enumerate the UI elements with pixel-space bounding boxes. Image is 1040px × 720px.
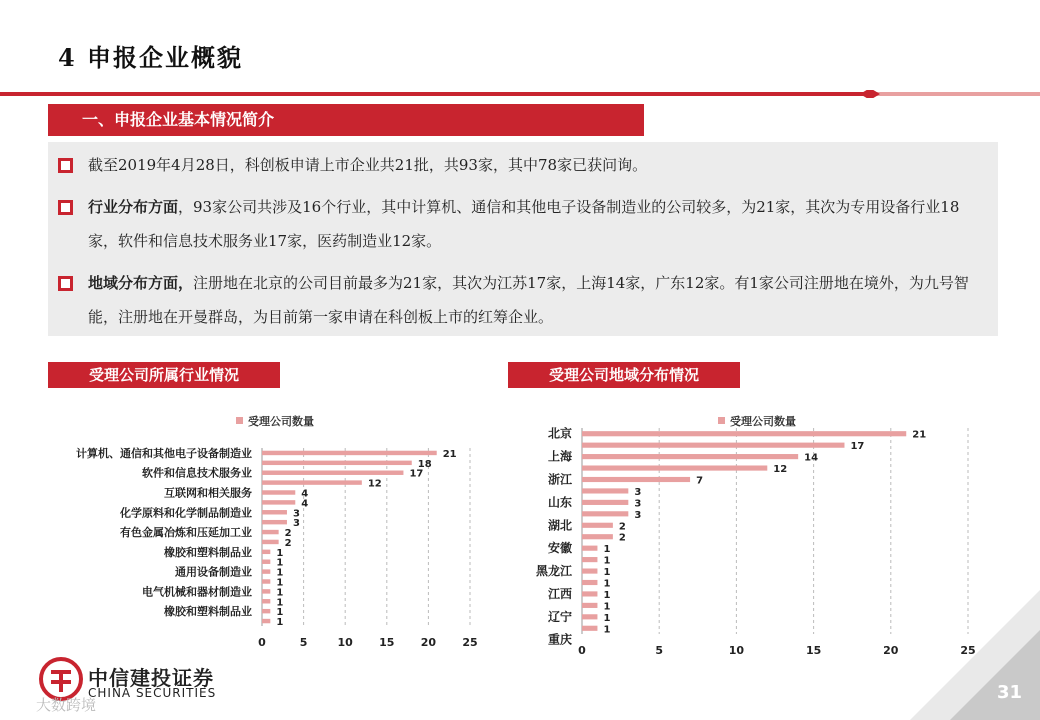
bullet-text [88, 190, 988, 258]
bar [582, 477, 690, 482]
legend-label: 受理公司数量 [248, 415, 314, 428]
data-label: 1 [603, 544, 611, 556]
category-label: 通用设备制造业 [175, 565, 252, 579]
bar [262, 530, 279, 534]
data-label: 1 [603, 589, 611, 601]
x-tick-label: 15 [379, 636, 395, 649]
bar [582, 534, 613, 539]
data-label: 1 [603, 624, 611, 636]
data-label: 18 [417, 458, 432, 470]
category-label: 橡胶和塑料制品业 [164, 545, 252, 559]
logo-english: CHINA SECURITIES [88, 686, 217, 700]
bar [582, 488, 628, 493]
data-label: 17 [850, 441, 865, 453]
category-label: 化学原料和化学制品制造业 [120, 506, 252, 520]
category-label: 互联网和相关服务 [164, 486, 252, 500]
data-label: 3 [292, 508, 300, 520]
category-label: 橡胶和塑料制品业 [164, 605, 252, 619]
data-label: 4 [301, 488, 309, 500]
category-label: 北京 [547, 426, 572, 441]
legend-swatch [236, 417, 243, 424]
data-label: 1 [276, 567, 284, 579]
bar [582, 431, 906, 436]
category-label: 黑龙江 [535, 564, 572, 579]
bullet-bold: 地域分布方面， [88, 274, 194, 292]
page-number: 31 [996, 682, 1022, 703]
bullet-square-icon [58, 158, 73, 173]
bar [582, 454, 798, 459]
bar [582, 443, 844, 448]
bar [262, 500, 295, 504]
x-tick-label: 10 [728, 644, 745, 657]
bar [582, 523, 613, 528]
category-label: 湖北 [547, 518, 572, 533]
data-label: 3 [634, 509, 642, 521]
data-label: 1 [603, 601, 611, 613]
category-label: 辽宁 [547, 609, 572, 624]
data-label: 1 [276, 597, 284, 609]
data-label: 21 [912, 429, 927, 441]
bullet-bold: 行业分布方面 [88, 198, 179, 216]
bar [262, 609, 270, 613]
data-label: 1 [603, 578, 611, 590]
bar [582, 500, 628, 505]
category-label: 安徽 [547, 541, 572, 556]
bar [262, 461, 412, 465]
bar [582, 626, 597, 631]
bar [262, 490, 295, 494]
industry-bar-chart [40, 400, 490, 660]
bar [582, 546, 597, 551]
bullet-text [88, 266, 988, 334]
x-tick-label: 25 [960, 644, 976, 657]
data-label: 21 [442, 448, 457, 460]
category-label: 计算机、通信和其他电子设备制造业 [76, 446, 252, 460]
bar [262, 599, 270, 603]
data-label: 1 [603, 555, 611, 567]
category-label: 江西 [547, 586, 572, 601]
bar [262, 619, 270, 623]
data-label: 1 [276, 587, 284, 599]
data-label: 1 [276, 607, 284, 619]
bar [262, 569, 270, 573]
bar [262, 550, 270, 554]
bar [582, 557, 597, 562]
data-label: 2 [284, 528, 292, 540]
logo-chinese: 中信建投证券 [88, 666, 214, 690]
bar [582, 591, 597, 596]
page-title: 4 申报企业概貌 [58, 43, 244, 72]
x-tick-label: 20 [420, 636, 437, 649]
section-heading: 一、申报企业基本情况简介 [48, 104, 644, 136]
x-tick-label: 25 [462, 636, 478, 649]
bullet-square-icon [58, 200, 73, 215]
bar [582, 614, 597, 619]
category-label: 山东 [547, 495, 572, 510]
bar [262, 540, 279, 544]
category-label: 上海 [547, 449, 572, 464]
x-tick-label: 10 [337, 636, 353, 649]
x-tick-label: 20 [883, 644, 899, 657]
category-label: 浙江 [547, 472, 572, 487]
title-divider [0, 90, 1040, 98]
category-label: 重庆 [547, 632, 572, 647]
bullet-body: ，93家公司共涉及16个行业，其中计算机、通信和其他电子设备制造业的公司较多，为21家，其次为专用设备行业18家，软件和信息技术服务业17家，医药制造业12家。 [88, 198, 960, 250]
bar [262, 579, 270, 583]
data-label: 2 [618, 532, 626, 544]
bullet-text [88, 148, 988, 182]
bar [582, 568, 597, 573]
category-label: 电气机械和器材制造业 [142, 585, 252, 599]
data-label: 4 [301, 498, 309, 510]
bullet-body: 注册地在北京的公司目前最多为21家，其次为江苏17家，上海14家，广东12家。有1家公司注册地在境外，为九号智能，注册地在开曼群岛，为目前第一家申请在科创板上市的红筹企业。 [88, 274, 969, 326]
data-label: 17 [409, 468, 424, 480]
bar [262, 520, 287, 524]
x-tick-label: 15 [805, 644, 822, 657]
legend-swatch [718, 417, 725, 424]
data-label: 12 [367, 478, 382, 490]
bar [262, 470, 403, 474]
data-label: 2 [618, 521, 626, 533]
summary-box [48, 142, 998, 336]
data-label: 7 [696, 475, 704, 487]
data-label: 3 [634, 486, 642, 498]
bar [262, 480, 362, 484]
data-label: 3 [292, 518, 300, 530]
data-label: 1 [603, 612, 611, 624]
data-label: 1 [276, 547, 284, 559]
bar [262, 559, 270, 563]
data-label: 2 [284, 537, 292, 549]
bullet-body: 截至2019年4月28日，科创板申请上市企业共21批，共93家，其中78家已获问询。 [88, 156, 648, 174]
bar [582, 580, 597, 585]
chart-title-industry: 受理公司所属行业情况 [48, 362, 280, 388]
bar [262, 451, 437, 455]
bullet-square-icon [58, 276, 73, 291]
data-label: 14 [804, 452, 819, 464]
bar [582, 511, 628, 516]
data-label: 1 [603, 567, 611, 579]
data-label: 1 [276, 557, 284, 569]
data-label: 3 [634, 498, 642, 510]
bar [262, 589, 270, 593]
x-tick-label: 0 [258, 636, 266, 649]
x-tick-label: 0 [578, 644, 586, 657]
legend-label: 受理公司数量 [730, 415, 796, 428]
bar [582, 465, 767, 470]
data-label: 12 [773, 464, 788, 476]
category-label: 软件和信息技术服务业 [142, 466, 252, 480]
x-tick-label: 5 [655, 644, 664, 657]
data-label: 1 [276, 617, 284, 629]
watermark: 大数跨境 [36, 696, 97, 714]
chart-title-region: 受理公司地域分布情况 [508, 362, 740, 388]
x-tick-label: 5 [299, 636, 308, 649]
data-label: 1 [276, 577, 284, 589]
bar [582, 603, 597, 608]
bar [262, 510, 287, 514]
category-label: 有色金属冶炼和压延加工业 [120, 526, 252, 540]
